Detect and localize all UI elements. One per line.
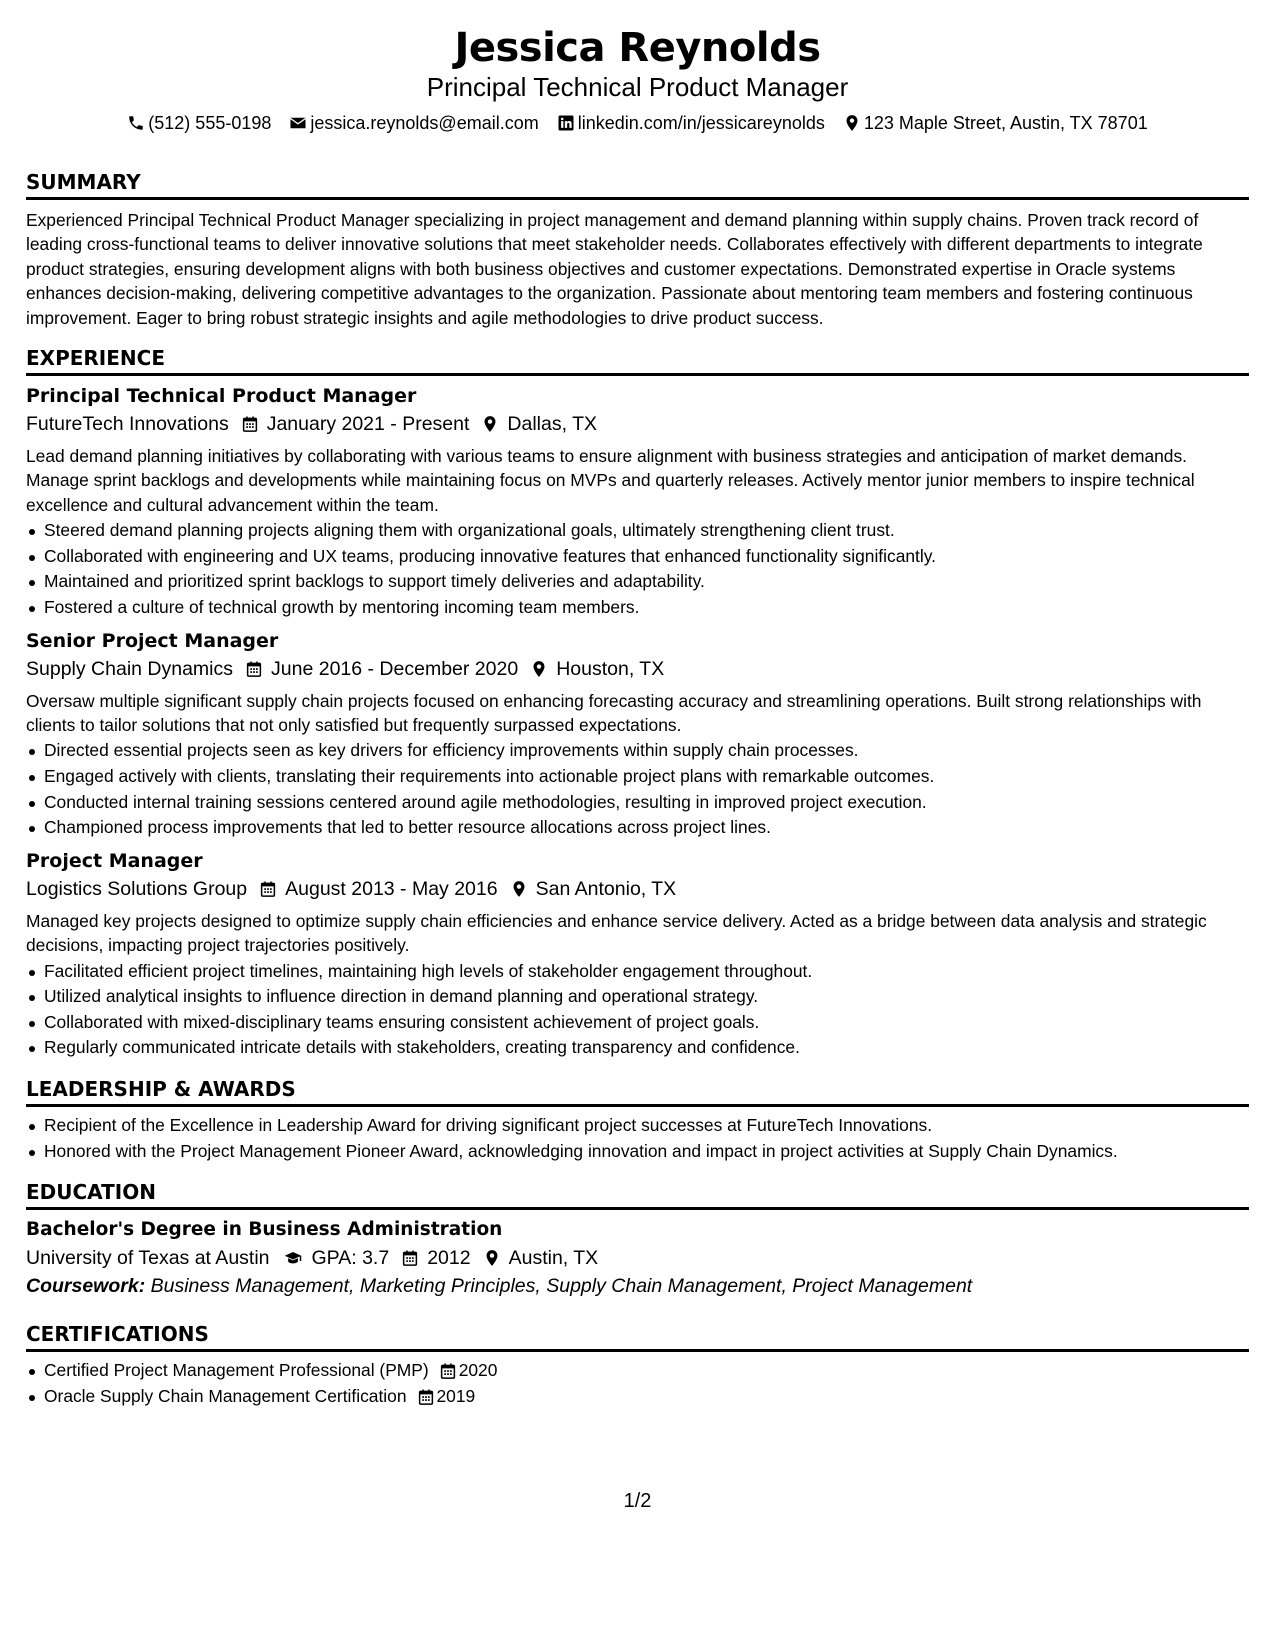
job-description: Lead demand planning initiatives by collaborating with various teams to ensure alignment with business strategies and anticipation of market demands. Manage sprint backlogs and developments while maintaining focus on MVPs and quarterly releases. Actively mentor junior members to inspire technical excellence and cultural advancement within the team.: [26, 446, 1195, 515]
map-pin-icon: [843, 114, 861, 132]
coursework-text: Business Management, Marketing Principles, Supply Chain Management, Project Management: [150, 1275, 973, 1298]
candidate-role: Principal Technical Product Manager: [426, 72, 849, 102]
contact-email[interactable]: [289, 112, 538, 134]
job-company: FutureTech Innovations: [26, 413, 229, 436]
list-item: Steered demand planning projects aligning them with organizational goals, ultimately strengthening client trust.: [26, 518, 1249, 544]
education-section: [26, 1180, 1249, 1300]
linkedin-text[interactable]: linkedin.com/in/jessicareynolds: [577, 113, 825, 133]
job-entry: [26, 629, 1249, 841]
awards-section: [26, 1077, 1249, 1164]
list-item: Championed process improvements that led to better resource allocations across project lines.: [26, 815, 1249, 841]
job-location: Houston, TX: [556, 657, 665, 680]
map-pin-icon: [483, 1249, 501, 1267]
job-bullets: [26, 738, 1249, 840]
job-description: Managed key projects designed to optimize supply chain efficiencies and enhance service delivery. Acted as a bridge between data analysis and strategic decisions, impacting project trajectories positively.: [26, 910, 1207, 956]
certifications-section: [26, 1322, 1249, 1409]
summary-text: Experienced Principal Technical Product Manager specializing in project management and demand planning within supply chains. Proven track record of leading cross-functional teams to deliver innovative solutions that meet stakeholder needs. Collaborates effectively with different departments to integrate product strategies, ensuring development aligns with both business objectives and customer expectations. Demonstrated expertise in Oracle systems enhances decision-making, delivering competitive advantages to the organization. Passionate about mentoring team members and fostering continuous improvement. Eager to bring robust strategic insights and agile methodologies to drive product success.: [26, 210, 1203, 328]
list-item: Engaged actively with clients, translating their requirements into actionable project plans with remarkable outcomes.: [26, 764, 1249, 790]
job-title: Project Manager: [26, 849, 203, 872]
job-company: Supply Chain Dynamics: [26, 657, 234, 680]
certification-name: Certified Project Management Professional (PMP): [44, 1360, 429, 1381]
candidate-name: Jessica Reynolds: [454, 25, 821, 71]
email-text[interactable]: jessica.reynolds@email.com: [310, 113, 539, 133]
coursework-line: [26, 1272, 1249, 1300]
degree-title: Bachelor's Degree in Business Administration: [26, 1219, 503, 1241]
job-meta: [26, 410, 1249, 438]
gpa-text: GPA: 3.7: [311, 1247, 390, 1270]
job-meta: [26, 655, 1249, 683]
awards-list: [26, 1113, 1249, 1164]
map-pin-icon: [530, 660, 548, 678]
job-title: Senior Project Manager: [26, 629, 279, 652]
job-location: San Antonio, TX: [535, 877, 677, 900]
phone-text: (512) 555-0198: [148, 113, 272, 133]
calendar-icon: [241, 415, 259, 433]
calendar-icon: [417, 1388, 435, 1406]
list-item: Collaborated with engineering and UX teams, producing innovative features that enhanced functionality significantly.: [26, 544, 1249, 570]
job-company: Logistics Solutions Group: [26, 877, 248, 900]
list-item: [26, 1358, 1249, 1384]
contact-address: [843, 112, 1148, 134]
job-description: Oversaw multiple significant supply chain projects focused on enhancing forecasting accuracy and streamlining operations. Built strong relationships with clients to tailor solutions that not only satisfied but frequently surpassed expectations.: [26, 690, 1202, 736]
section-title-awards: LEADERSHIP & AWARDS: [26, 1077, 1249, 1107]
job-bullets: [26, 518, 1249, 620]
graduation-cap-icon: [282, 1249, 304, 1267]
list-item: Utilized analytical insights to influence direction in demand planning and operational strategy.: [26, 984, 1249, 1010]
calendar-icon: [245, 660, 263, 678]
school-name: University of Texas at Austin: [26, 1247, 270, 1270]
list-item: [26, 1384, 1249, 1410]
job-dates: June 2016 - December 2020: [271, 657, 519, 680]
job-dates: August 2013 - May 2016: [285, 877, 498, 900]
job-meta: [26, 875, 1249, 903]
job-location: Dallas, TX: [507, 413, 597, 436]
certification-year: 2019: [436, 1385, 476, 1406]
job-dates: January 2021 - Present: [266, 413, 470, 436]
graduation-year: 2012: [427, 1247, 471, 1270]
summary-section: [26, 170, 1249, 330]
linkedin-icon: [557, 114, 575, 132]
school-location: Austin, TX: [508, 1247, 599, 1270]
section-title-experience: EXPERIENCE: [26, 346, 1249, 376]
list-item: Directed essential projects seen as key drivers for efficiency improvements within supply chain processes.: [26, 738, 1249, 764]
list-item: Collaborated with mixed-disciplinary teams ensuring consistent achievement of project goals.: [26, 1010, 1249, 1036]
list-item: Maintained and prioritized sprint backlogs to support timely deliveries and adaptability.: [26, 569, 1249, 595]
phone-icon: [127, 114, 145, 132]
resume-header: [26, 22, 1249, 134]
job-bullets: [26, 959, 1249, 1061]
envelope-icon: [289, 114, 307, 132]
certifications-list: [26, 1358, 1249, 1409]
coursework-label: Coursework:: [26, 1275, 146, 1298]
calendar-icon: [439, 1362, 457, 1380]
map-pin-icon: [481, 415, 499, 433]
education-meta: [26, 1244, 1249, 1272]
list-item: Fostered a culture of technical growth by mentoring incoming team members.: [26, 595, 1249, 621]
page-number: 1/2: [623, 1490, 652, 1512]
list-item: Regularly communicated intricate details with stakeholders, creating transparency and confidence.: [26, 1035, 1249, 1061]
calendar-icon: [401, 1249, 419, 1267]
experience-section: [26, 346, 1249, 1061]
contact-phone: [127, 112, 271, 134]
map-pin-icon: [510, 880, 528, 898]
contact-linkedin[interactable]: [557, 112, 825, 134]
list-item: Honored with the Project Management Pioneer Award, acknowledging innovation and impact in project activities at Supply Chain Dynamics.: [26, 1139, 1249, 1165]
list-item: Conducted internal training sessions centered around agile methodologies, resulting in improved project execution.: [26, 790, 1249, 816]
job-entry: [26, 384, 1249, 621]
list-item: Facilitated efficient project timelines, maintaining high levels of stakeholder engagement throughout.: [26, 959, 1249, 985]
job-title: Principal Technical Product Manager: [26, 385, 417, 408]
contact-bar: [26, 112, 1249, 134]
section-title-summary: SUMMARY: [26, 170, 1249, 200]
calendar-icon: [259, 880, 277, 898]
certification-name: Oracle Supply Chain Management Certification: [44, 1385, 407, 1406]
section-title-certifications: CERTIFICATIONS: [26, 1322, 1249, 1352]
list-item: Recipient of the Excellence in Leadership Award for driving significant project successes at FutureTech Innovations.: [26, 1113, 1249, 1139]
section-title-education: EDUCATION: [26, 1180, 1249, 1210]
certification-year: 2020: [458, 1360, 498, 1381]
job-entry: [26, 849, 1249, 1061]
address-text: 123 Maple Street, Austin, TX 78701: [863, 113, 1148, 133]
